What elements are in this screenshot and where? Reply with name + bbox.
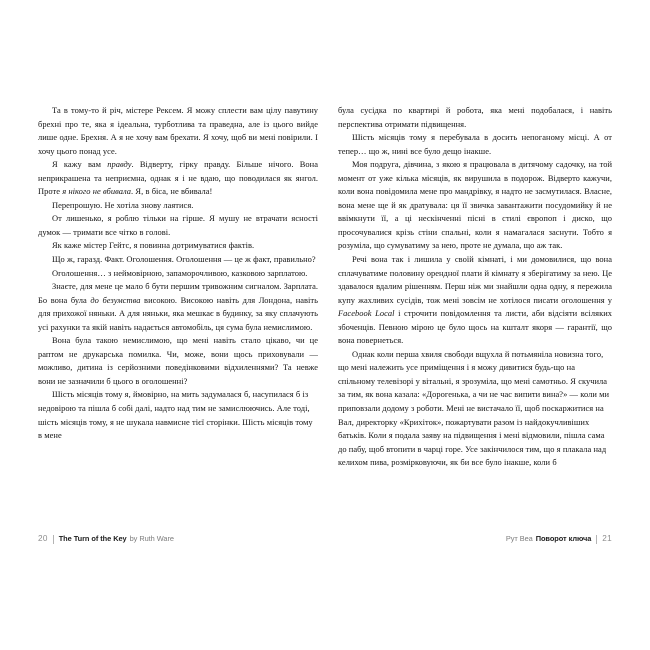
text-run: Оголошення… з неймовірною, запаморочливою, казковою зарплатою. [52,267,308,278]
text-run: Шість місяців тому я, ймовірно, на мить задумалася б, насупилася б із недовірою та пішла б собі далі, надто над тим не замислюючись. Але тоді, шість місяців тому, я не шукала навмисне тієї сторінки. Шість місяців тому в мене [38,389,313,441]
emphasis-text: правду [107,159,132,170]
left-page-footer [38,531,174,547]
paragraph [38,104,318,158]
emphasis-text: до безумства [90,294,141,305]
paragraph [38,239,318,253]
paragraph [38,267,318,281]
emphasis-text: я нікого не вбивала [62,186,132,197]
page-columns [0,104,650,470]
right-running-author: Рут Веа [505,534,533,544]
paragraph [38,388,318,442]
text-run: і строчити повідомлення та листи, аби відсіяти всіляких збоченців. Певною мірою це було щось на кшталт якоря — гарантії, що вона повернеться. [338,308,612,346]
right-page-number: 21 [602,533,612,543]
left-running-title: The Turn of the Key [58,534,127,544]
paragraph [38,334,318,388]
emphasis-text: Facebook Local [338,308,395,319]
right-running-title: Поворот ключа [535,534,592,544]
text-run: Шість місяців тому я перебувала в досить непоганому місці. А от тепер… що ж, нині все було дещо інакше. [338,132,612,156]
left-page-number: 20 [38,533,48,543]
paragraph [38,253,318,267]
paragraph [338,253,612,348]
text-run: Знаєте, для мене це мало б бути першим тривожним сигналом. Зарплата. Бо вона була [38,281,318,305]
paragraph [38,199,318,213]
paragraph [338,104,612,131]
left-running-author: by Ruth Ware [129,534,174,544]
left-page-body [38,104,318,443]
text-run: Перепрошую. Не хотіла знову лаятися. [52,199,194,210]
text-run: . Відверту, гірку правду. Більше нічого. Вона неприкрашена та неприємна, однак я і не вдаю, що поводилася як янгол. Проте [38,159,318,197]
footer-divider-right [596,535,597,544]
text-run: Я кажу вам [52,159,108,170]
paragraph [38,158,318,199]
right-page-footer [506,531,612,547]
text-run: Та в тому-то й річ, містере Рексем. Я можу сплести вам цілу павутину брехні про те, яка я ідеальна, турботлива та праведна, але із цього вийде лише одне. Брехня. А я не хочу вам брехати. Я хочу, щоб ви мені повірили. І хочу цього понад усе. [38,105,318,156]
right-page [325,104,650,470]
text-run: Моя подруга, дівчина, з якою я працювала в дитячому садочку, на той момент от уже кілька місяців, як вирушила в подорож. Відверто кажучи, коли вона повідомила мене про мандрівку, я надто не засмутилася. Власне, вона мене ще й як дратувала: ця її звичка завантажити посудомийку й не ввімкнути її, а ці нескінченні пісні в стилі європоп і диско, що просочувалися крізь стіни спальні, коли я намагалася заснути. Тобто я розуміла, що сумуватиму за нею, проте не думала, що аж так. [338,159,612,251]
text-run: високою. Високою навіть для Лондона, навіть для прихожої няньки. А для няньки, яка мешкає в будинку, за яку сплачують усі рахунки та якій навіть надається автомобіль, ця сума була немислимою. [38,294,318,332]
left-page [0,104,325,443]
text-run: Вона була такою немислимою, що мені навіть стало цікаво, чи це раптом не друкарська помилка. Чи, може, вони щось приховували — можливо, дитина із серйозними поведінковими відхиленнями? Та невже вони не зазначили б цього в оголошенні? [38,335,318,386]
text-run: . Я, в біса, не вбивала! [131,186,213,197]
right-page-body [338,104,612,470]
paragraph [38,212,318,239]
footer-divider-left [53,535,54,544]
text-run: От лишенько, я роблю тільки на гірше. Я мушу не втрачати ясності думок — тримати все чітко в голові. [38,213,318,237]
text-run: Що ж, гаразд. Факт. Оголошення. Оголошення — це ж факт, правильно? [52,254,316,265]
paragraph [38,280,318,334]
paragraph [338,348,612,470]
text-run: Як каже містер Гейтс, я повинна дотримуватися фактів. [52,240,255,251]
text-run: Однак коли перша хвиля свободи вщухла й потьмяніла новизна того, що мені належить усе приміщення і я можу дивитися будь-що на спільному телевізорі у вітальні, я зрозуміла, що мені самотньо. Я скучила за тим, як вона казала: «Дорогенька, а чи не час випити вина?» — коли ми приповзали додому з роботи. Мені не вистачало її, щоб поскаржитися на Вал, директорку «Крихіток», пожартувати разом із найдокучливіших батьків. Коли я подала заяву на підвищення і мені відмовили, пішла сама до пабу, щоб втопити в чарці горе. Усе закінчилося тим, що я плакала над келихом пива, розмірковуючи, як би все було інакше, коли б [338,348,610,468]
text-run: Речі вона так і лишила у своїй кімнаті, і ми домовилися, що вона сплачуватиме половину орендної плати й кімнату я зберігатиму за нею. Це здавалося вдалим рішенням. Перш ніж ми знайшли одна одну, я пережила купу жахливих сусідів, тож мені зовсім не хотілося писати оголошення у [338,254,612,305]
text-run: була сусідка по квартирі й робота, яка мені подобалася, і навіть перспектива отримати підвищення. [338,105,612,129]
paragraph [338,131,612,158]
paragraph [338,158,612,253]
